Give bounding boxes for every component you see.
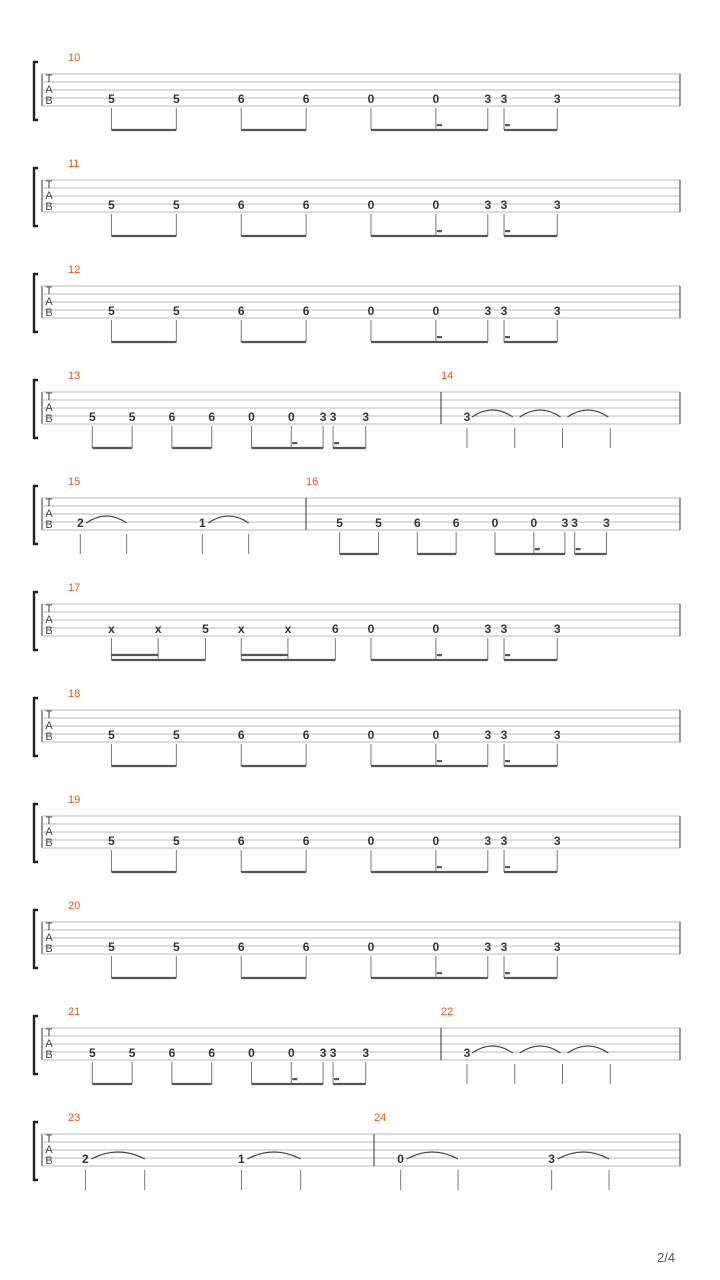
- tab-system: [34, 52, 680, 130]
- fret-number: 3: [319, 1046, 327, 1060]
- fret-number: 6: [237, 940, 245, 954]
- measure-number: 17: [68, 582, 81, 594]
- tab-clef-letter: A: [45, 720, 53, 732]
- fret-number: 0: [432, 198, 440, 212]
- tab-system: [34, 158, 680, 236]
- fret-number: 3: [484, 304, 492, 318]
- system-bracket: [34, 698, 38, 756]
- measure-number: 15: [68, 476, 81, 488]
- fret-number: 0: [397, 1152, 404, 1166]
- fret-number: 6: [168, 410, 176, 424]
- fret-number: 0: [248, 410, 255, 424]
- fret-number: x: [108, 622, 115, 636]
- fret-number: 6: [331, 622, 339, 636]
- fret-number: 6: [452, 516, 460, 530]
- fret-number: 0: [432, 92, 440, 106]
- measure-number: 16: [306, 476, 319, 488]
- dot-marker: [292, 1078, 297, 1080]
- fret-number: 6: [302, 834, 310, 848]
- fret-number: 0: [287, 410, 295, 424]
- tab-clef-letter: B: [45, 1049, 53, 1061]
- system-bracket: [34, 804, 38, 862]
- fret-number: 6: [168, 1046, 176, 1060]
- dot-marker: [505, 124, 510, 126]
- fret-number: 3: [463, 410, 471, 424]
- fret-number: 0: [367, 728, 375, 742]
- fret-number: 3: [500, 304, 508, 318]
- measure-number: 21: [68, 1006, 81, 1018]
- fret-number: 3: [548, 1152, 555, 1166]
- fret-number: 3: [553, 304, 561, 318]
- tab-clef-letter: B: [45, 519, 53, 531]
- tab-clef-letter: A: [45, 508, 53, 520]
- fret-number: 6: [237, 834, 245, 848]
- tab-clef-letter: T: [45, 285, 53, 297]
- dot-marker: [334, 442, 339, 444]
- system-bracket: [34, 910, 38, 968]
- dot-marker: [505, 230, 510, 232]
- fret-number: 0: [491, 516, 499, 530]
- fret-number: 5: [108, 304, 115, 318]
- fret-number: 3: [603, 516, 610, 530]
- tab-clef-letter: A: [45, 1144, 53, 1156]
- dot-marker: [505, 654, 510, 656]
- fret-number: 6: [208, 410, 216, 424]
- fret-number: 0: [367, 940, 375, 954]
- fret-number: 5: [172, 940, 180, 954]
- system-bracket: [34, 380, 38, 438]
- tab-clef-letter: A: [45, 932, 53, 944]
- system-bracket: [34, 486, 38, 544]
- fret-number: 0: [432, 304, 440, 318]
- fret-number: 3: [561, 516, 569, 530]
- fret-number: 5: [128, 410, 136, 424]
- fret-number: 5: [375, 516, 382, 530]
- fret-number: 0: [432, 834, 440, 848]
- fret-number: 0: [248, 1046, 255, 1060]
- fret-number: 2: [82, 1152, 89, 1166]
- fret-number: x: [154, 622, 162, 636]
- fret-number: 6: [237, 198, 245, 212]
- tab-clef-letter: B: [45, 625, 53, 637]
- dot-marker: [505, 336, 510, 338]
- tab-clef-letter: T: [45, 73, 53, 85]
- tab-clef-letter: B: [45, 837, 53, 849]
- tab-clef-letter: T: [45, 1027, 53, 1039]
- dot-marker: [576, 548, 581, 550]
- tab-clef-letter: B: [45, 413, 53, 425]
- measure-number: 14: [441, 370, 454, 382]
- fret-number: 5: [172, 834, 180, 848]
- dot-marker: [437, 972, 442, 974]
- tab-system: [34, 582, 680, 660]
- fret-number: 3: [500, 940, 508, 954]
- dot-marker: [505, 866, 510, 868]
- tab-system: [34, 370, 680, 448]
- fret-number: 5: [172, 304, 180, 318]
- fret-number: 0: [367, 92, 375, 106]
- page-number: 2/4: [657, 1250, 676, 1265]
- fret-number: 0: [367, 622, 375, 636]
- tab-clef-letter: A: [45, 296, 53, 308]
- fret-number: 3: [484, 198, 492, 212]
- tab-clef-letter: T: [45, 1133, 53, 1145]
- tab-system: [34, 794, 680, 872]
- dot-marker: [505, 760, 510, 762]
- fret-number: 5: [172, 198, 180, 212]
- fret-number: 3: [329, 410, 337, 424]
- fret-number: 0: [432, 622, 440, 636]
- fret-number: 6: [237, 304, 245, 318]
- system-bracket: [34, 274, 38, 332]
- fret-number: 5: [172, 728, 180, 742]
- fret-number: 6: [302, 940, 310, 954]
- fret-number: 6: [208, 1046, 216, 1060]
- fret-number: 5: [88, 410, 96, 424]
- tab-clef-letter: B: [45, 307, 53, 319]
- tab-clef-letter: A: [45, 402, 53, 414]
- tab-system: [34, 900, 680, 978]
- dot-marker: [437, 124, 442, 126]
- tab-clef-letter: T: [45, 179, 53, 191]
- measure-number: 19: [68, 794, 81, 806]
- fret-number: 3: [484, 940, 492, 954]
- tab-clef-letter: T: [45, 921, 53, 933]
- tab-clef-letter: B: [45, 95, 53, 107]
- tab-clef-letter: T: [45, 497, 53, 509]
- dot-marker: [437, 230, 442, 232]
- fret-number: 3: [329, 1046, 337, 1060]
- fret-number: 3: [553, 198, 561, 212]
- dot-marker: [437, 866, 442, 868]
- tab-clef-letter: A: [45, 84, 53, 96]
- fret-number: 1: [198, 516, 206, 530]
- system-bracket: [34, 592, 38, 650]
- fret-number: 3: [484, 834, 492, 848]
- tab-clef-letter: A: [45, 1038, 53, 1050]
- dot-marker: [535, 548, 540, 550]
- fret-number: 3: [553, 92, 561, 106]
- fret-number: 3: [463, 1046, 471, 1060]
- system-bracket: [34, 62, 38, 120]
- fret-number: 1: [238, 1152, 245, 1166]
- measure-number: 10: [68, 52, 81, 64]
- system-bracket: [34, 168, 38, 226]
- dot-marker: [292, 442, 297, 444]
- tab-clef-letter: T: [45, 391, 53, 403]
- fret-number: x: [284, 622, 292, 636]
- fret-number: 3: [553, 834, 561, 848]
- fret-number: 3: [500, 92, 508, 106]
- dot-marker: [437, 336, 442, 338]
- fret-number: 3: [484, 622, 492, 636]
- fret-number: 6: [302, 92, 310, 106]
- fret-number: 0: [367, 198, 375, 212]
- tab-clef-letter: B: [45, 201, 53, 213]
- fret-number: 5: [202, 622, 209, 636]
- fret-number: 5: [108, 198, 115, 212]
- tab-clef-letter: A: [45, 614, 53, 626]
- measure-number: 22: [441, 1006, 454, 1018]
- fret-number: 3: [500, 622, 508, 636]
- fret-number: 6: [302, 728, 310, 742]
- fret-number: 3: [362, 410, 370, 424]
- fret-number: 3: [500, 198, 508, 212]
- fret-number: 0: [287, 1046, 295, 1060]
- fret-number: 5: [128, 1046, 136, 1060]
- fret-number: 5: [108, 940, 115, 954]
- tab-clef-letter: A: [45, 190, 53, 202]
- fret-number: 0: [530, 516, 538, 530]
- fret-number: 3: [319, 410, 327, 424]
- system-bracket: [34, 1122, 38, 1180]
- dot-marker: [505, 972, 510, 974]
- fret-number: 3: [362, 1046, 370, 1060]
- fret-number: 5: [172, 92, 180, 106]
- fret-number: 6: [237, 92, 245, 106]
- fret-number: 3: [571, 516, 578, 530]
- fret-number: 5: [108, 728, 115, 742]
- measure-number: 18: [68, 688, 81, 700]
- fret-number: 5: [88, 1046, 96, 1060]
- fret-number: 0: [432, 940, 440, 954]
- tab-system: [34, 264, 680, 342]
- tab-system: [34, 476, 680, 554]
- fret-number: 3: [484, 728, 492, 742]
- tab-system: [34, 1006, 680, 1084]
- system-bracket: [34, 1016, 38, 1074]
- tab-system: [34, 688, 680, 766]
- tab-clef-letter: B: [45, 943, 53, 955]
- dot-marker: [437, 654, 442, 656]
- fret-number: 0: [432, 728, 440, 742]
- tab-clef-letter: T: [45, 603, 53, 615]
- dot-marker: [334, 1078, 339, 1080]
- tab-clef-letter: A: [45, 826, 53, 838]
- fret-number: 0: [367, 834, 375, 848]
- tab-clef-letter: T: [45, 815, 53, 827]
- fret-number: 6: [302, 304, 310, 318]
- measure-number: 20: [68, 900, 81, 912]
- fret-number: 5: [336, 516, 343, 530]
- dot-marker: [437, 760, 442, 762]
- measure-number: 24: [374, 1112, 387, 1124]
- fret-number: 6: [302, 198, 310, 212]
- fret-number: 6: [413, 516, 421, 530]
- fret-number: 3: [500, 834, 508, 848]
- measure-number: 12: [68, 264, 81, 276]
- fret-number: 6: [237, 728, 245, 742]
- fret-number: 5: [108, 92, 115, 106]
- tab-clef-letter: B: [45, 731, 53, 743]
- tab-system: [34, 1112, 680, 1190]
- fret-number: 2: [76, 516, 84, 530]
- fret-number: 3: [484, 92, 492, 106]
- measure-number: 13: [68, 370, 81, 382]
- fret-number: 5: [108, 834, 115, 848]
- measure-number: 23: [68, 1112, 81, 1124]
- fret-number: 3: [553, 940, 561, 954]
- fret-number: 0: [367, 304, 375, 318]
- fret-number: x: [237, 622, 245, 636]
- fret-number: 3: [553, 728, 561, 742]
- fret-number: 3: [500, 728, 508, 742]
- tab-clef-letter: B: [45, 1155, 53, 1167]
- measure-number: 11: [68, 158, 80, 170]
- tab-clef-letter: T: [45, 709, 53, 721]
- fret-number: 3: [553, 622, 561, 636]
